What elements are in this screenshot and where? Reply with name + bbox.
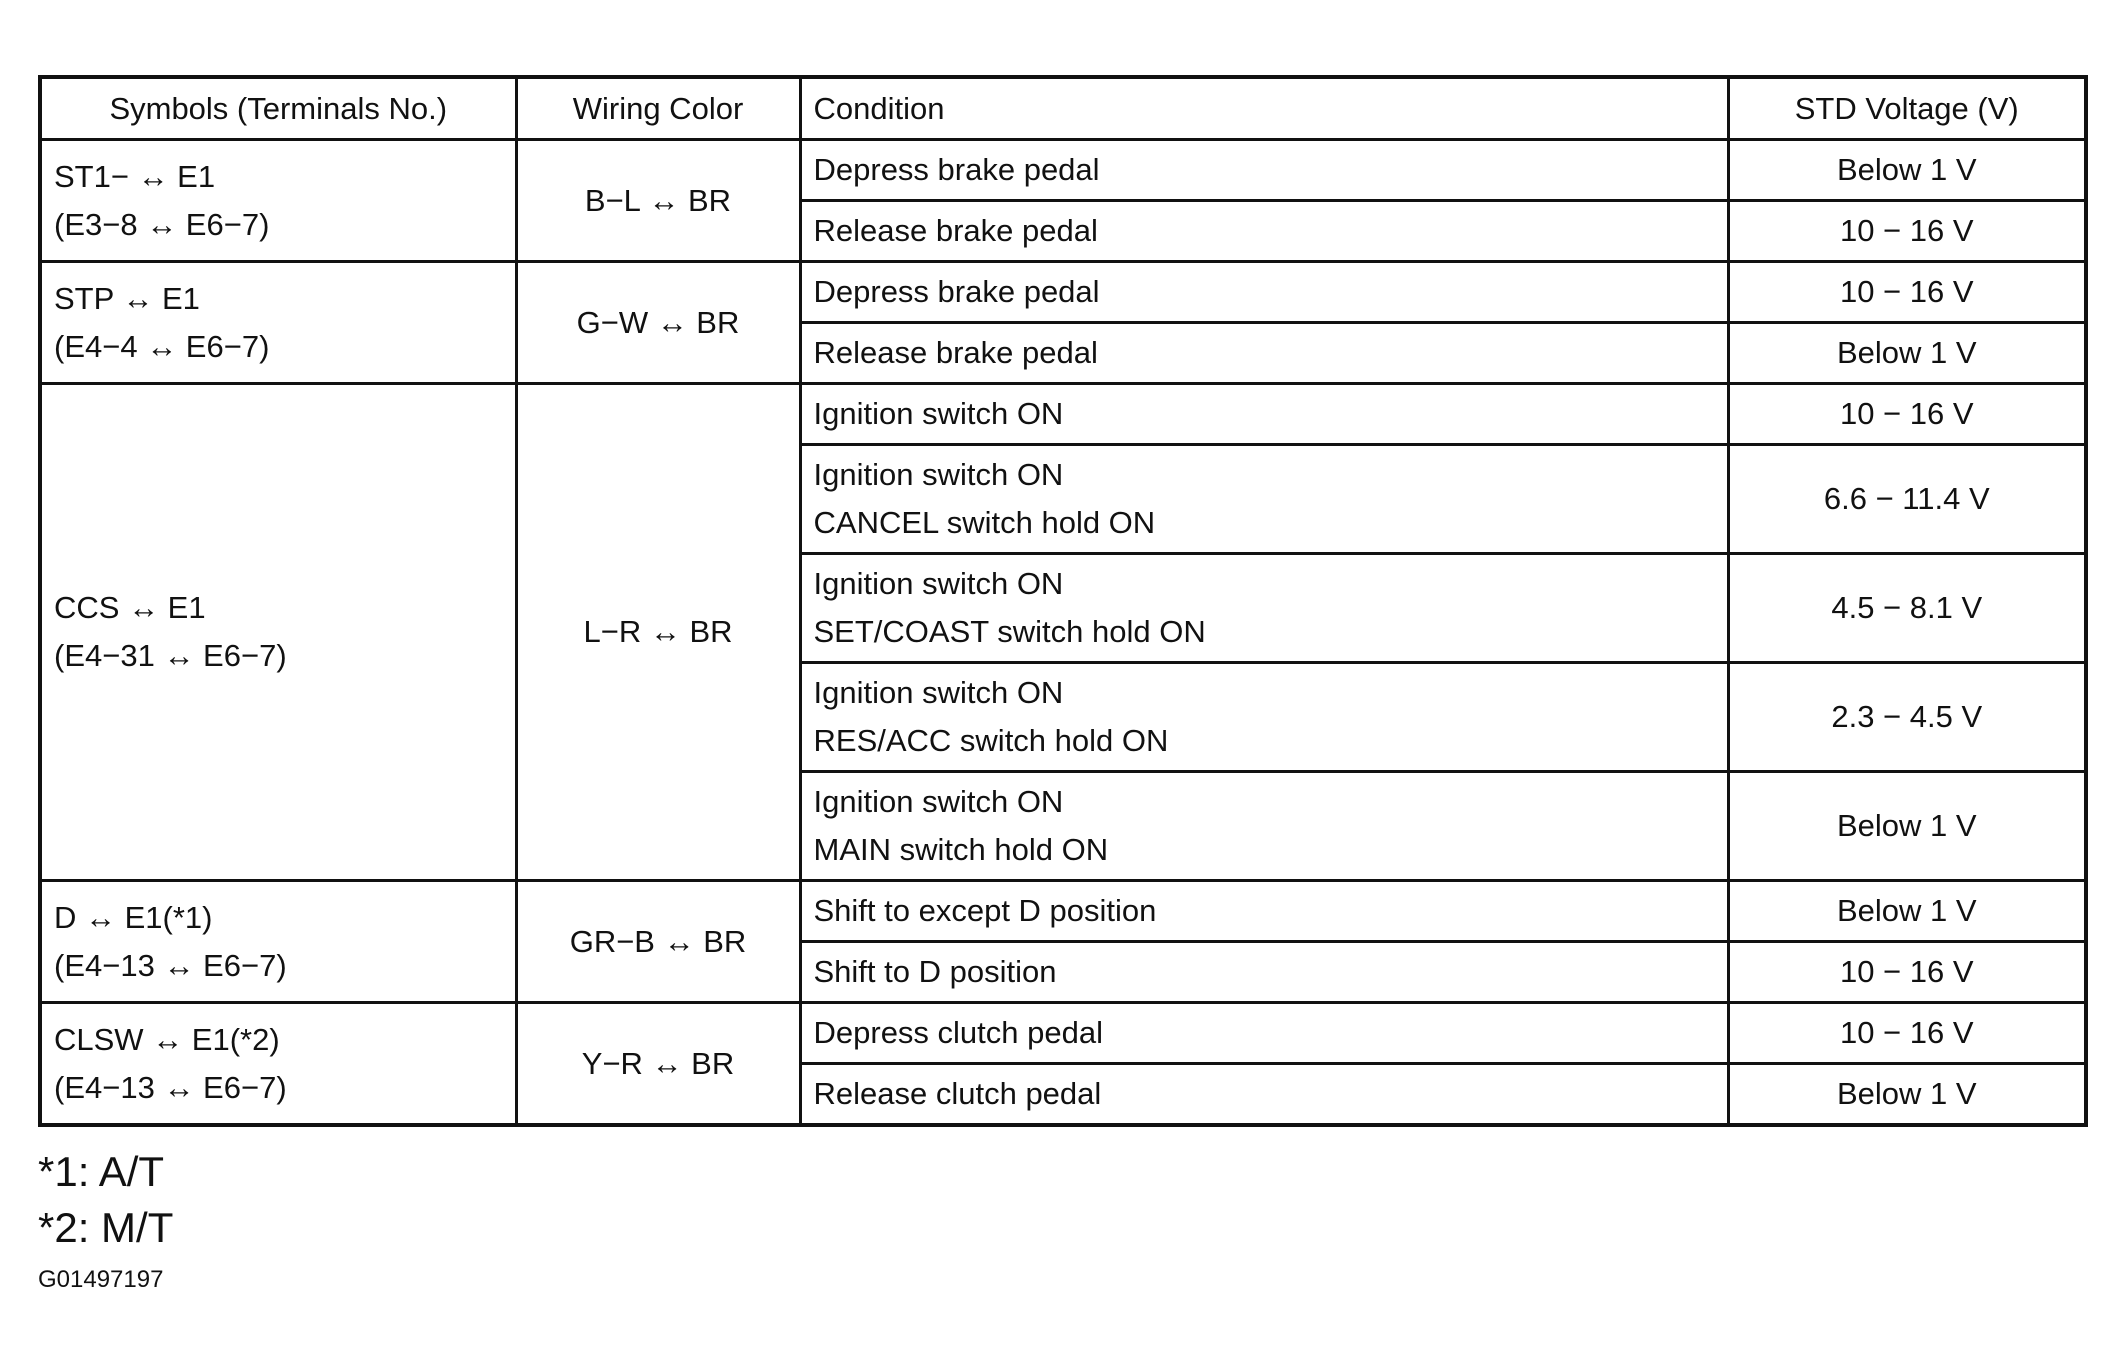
condition-cell bbox=[800, 262, 1728, 323]
condition-cell bbox=[800, 384, 1728, 445]
symbol-name: CCS ↔ E1 bbox=[54, 590, 206, 625]
symbol-cell bbox=[40, 140, 516, 262]
condition-line: MAIN switch hold ON bbox=[813, 832, 1109, 867]
condition-cell bbox=[800, 1003, 1728, 1064]
symbol-cell bbox=[40, 1003, 516, 1126]
condition-line: Ignition switch ON bbox=[813, 396, 1064, 431]
wiring-color-cell: Y−R ↔ BR bbox=[516, 1003, 800, 1126]
voltage-cell: 10 − 16 V bbox=[1728, 384, 2086, 445]
voltage-cell: Below 1 V bbox=[1728, 140, 2086, 201]
symbol-name: STP ↔ E1 bbox=[54, 280, 200, 316]
table-row bbox=[40, 881, 2086, 942]
header-condition: Condition bbox=[800, 77, 1728, 140]
condition-line: Release brake pedal bbox=[813, 213, 1098, 248]
condition-cell bbox=[800, 554, 1728, 663]
header-std-voltage: STD Voltage (V) bbox=[1728, 77, 2086, 140]
condition-cell bbox=[800, 942, 1728, 1003]
symbol-name: ST1− ↔ E1 bbox=[54, 158, 216, 194]
table-row bbox=[40, 262, 2086, 323]
terminal-numbers: (E4−13 ↔ E6−7) bbox=[54, 947, 287, 983]
voltage-cell: 6.6 − 11.4 V bbox=[1728, 445, 2086, 554]
condition-cell bbox=[800, 772, 1728, 881]
voltage-cell: 2.3 − 4.5 V bbox=[1728, 663, 2086, 772]
voltage-cell: Below 1 V bbox=[1728, 772, 2086, 881]
symbol-name: D ↔ E1(*1) bbox=[54, 899, 213, 935]
condition-line: Depress brake pedal bbox=[813, 274, 1100, 309]
wiring-color-cell: B−L ↔ BR bbox=[516, 140, 800, 262]
voltage-cell: Below 1 V bbox=[1728, 881, 2086, 942]
voltage-cell: 10 − 16 V bbox=[1728, 262, 2086, 323]
condition-cell bbox=[800, 201, 1728, 262]
terminal-numbers: (E4−4 ↔ E6−7) bbox=[54, 328, 270, 364]
voltage-cell: 10 − 16 V bbox=[1728, 201, 2086, 262]
header-wiring-color: Wiring Color bbox=[516, 77, 800, 140]
footnote-at: *1: A/T bbox=[38, 1148, 165, 1195]
condition-cell bbox=[800, 323, 1728, 384]
voltage-cell: 4.5 − 8.1 V bbox=[1728, 554, 2086, 663]
voltage-cell: 10 − 16 V bbox=[1728, 1003, 2086, 1064]
condition-line: Shift to D position bbox=[813, 954, 1057, 989]
condition-line: Release clutch pedal bbox=[813, 1076, 1102, 1111]
condition-line: RES/ACC switch hold ON bbox=[813, 723, 1169, 758]
terminal-numbers: (E3−8 ↔ E6−7) bbox=[54, 206, 270, 242]
condition-line: CANCEL switch hold ON bbox=[813, 505, 1156, 540]
condition-line: Depress brake pedal bbox=[813, 152, 1100, 187]
condition-line: SET/COAST switch hold ON bbox=[813, 614, 1206, 649]
condition-line: Shift to except D position bbox=[813, 893, 1157, 928]
table-row bbox=[40, 1003, 2086, 1064]
voltage-cell: 10 − 16 V bbox=[1728, 942, 2086, 1003]
condition-line: Release brake pedal bbox=[813, 335, 1098, 370]
symbol-cell bbox=[40, 881, 516, 1003]
figure-id: G01497197 bbox=[38, 1266, 164, 1293]
condition-cell bbox=[800, 1064, 1728, 1126]
condition-cell bbox=[800, 140, 1728, 201]
voltage-cell: Below 1 V bbox=[1728, 1064, 2086, 1126]
condition-cell bbox=[800, 663, 1728, 772]
wiring-color-cell: GR−B ↔ BR bbox=[516, 881, 800, 1003]
terminal-numbers: (E4−31 ↔ E6−7) bbox=[54, 638, 287, 673]
condition-line: Ignition switch ON bbox=[813, 675, 1064, 710]
wiring-color-cell: G−W ↔ BR bbox=[516, 262, 800, 384]
symbol-name: CLSW ↔ E1(*2) bbox=[54, 1021, 280, 1057]
voltage-cell: Below 1 V bbox=[1728, 323, 2086, 384]
table-row bbox=[40, 384, 2086, 445]
table-header-row bbox=[40, 77, 2086, 140]
condition-line: Ignition switch ON bbox=[813, 784, 1064, 819]
symbol-cell bbox=[40, 384, 516, 881]
symbol-cell bbox=[40, 262, 516, 384]
voltage-spec-table bbox=[38, 75, 2088, 1127]
condition-cell bbox=[800, 881, 1728, 942]
header-symbols: Symbols (Terminals No.) bbox=[40, 77, 516, 140]
terminal-numbers: (E4−13 ↔ E6−7) bbox=[54, 1069, 287, 1105]
footnotes bbox=[38, 1144, 173, 1256]
condition-line: Depress clutch pedal bbox=[813, 1015, 1103, 1050]
table-row bbox=[40, 140, 2086, 201]
condition-line: Ignition switch ON bbox=[813, 566, 1064, 601]
footnote-mt: *2: M/T bbox=[38, 1204, 174, 1251]
condition-line: Ignition switch ON bbox=[813, 457, 1064, 492]
wiring-color-cell: L−R ↔ BR bbox=[516, 384, 800, 881]
condition-cell bbox=[800, 445, 1728, 554]
